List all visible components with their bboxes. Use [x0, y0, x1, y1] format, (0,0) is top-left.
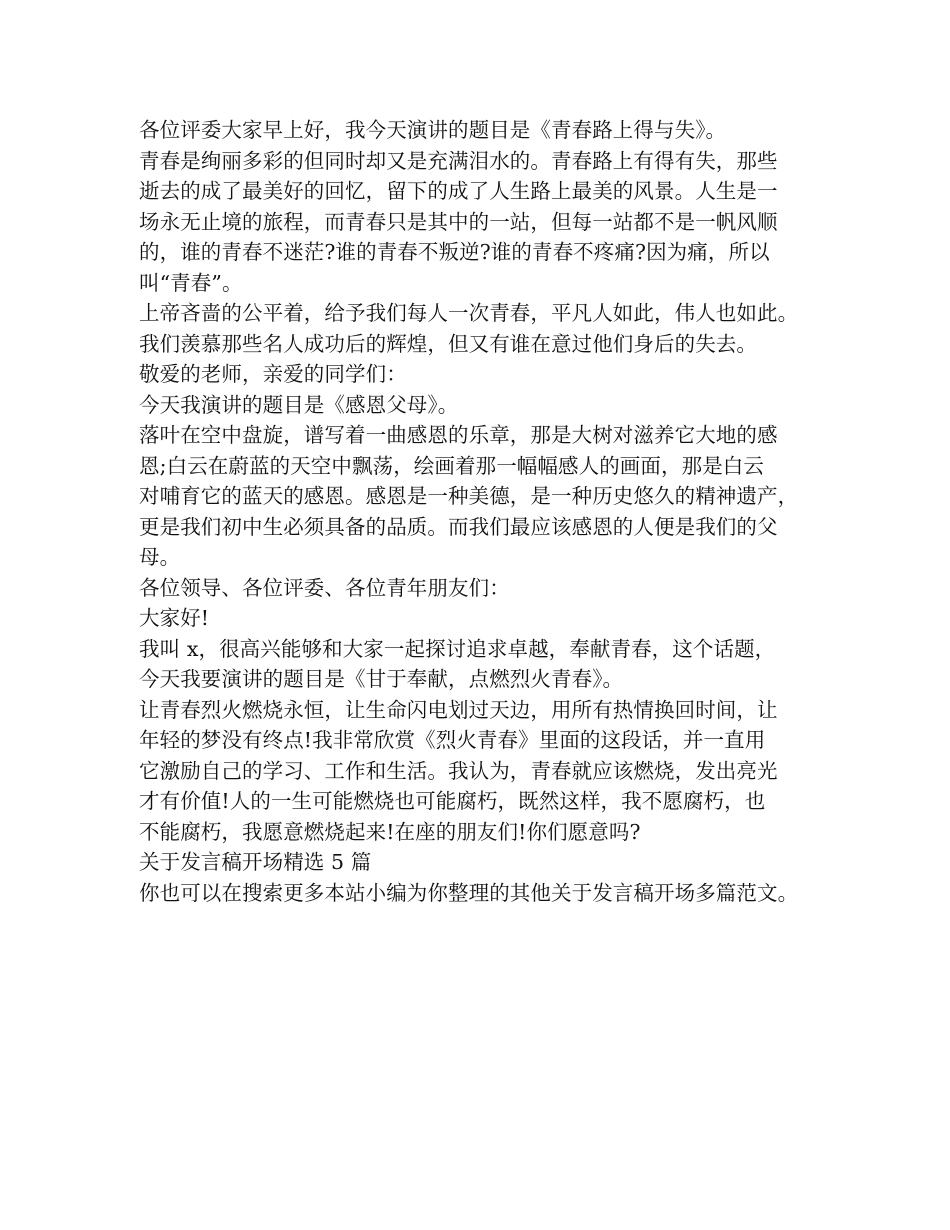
text-line: 逝去的成了最美好的回忆，留下的成了人生路上最美的风景。人生是一	[139, 179, 778, 203]
text-line: 大家好!	[139, 606, 210, 630]
text-line: 才有价值!人的一生可能燃烧也可能腐朽，既然这样，我不愿腐朽，也	[139, 789, 766, 813]
text-line: 关于发言稿开场精选 5 篇	[139, 850, 372, 874]
text-line: 年轻的梦没有终点!我非常欣赏《烈火青春》里面的这段话，并一直用	[139, 728, 766, 752]
text-line: 敬爱的老师，亲爱的同学们：	[139, 362, 407, 386]
document-body	[139, 115, 829, 908]
text-line: 落叶在空中盘旋，谱写着一曲感恩的乐章，那是大树对滋养它大地的感	[139, 423, 778, 447]
text-line: 叫“青春”。	[139, 270, 243, 295]
text-line: 的，谁的青春不迷茫?谁的青春不叛逆?谁的青春不疼痛?因为痛，所以	[139, 240, 770, 264]
text-line: 今天我演讲的题目是《感恩父母》。	[139, 392, 459, 417]
text-line: 不能腐朽，我愿意燃烧起来!在座的朋友们!你们愿意吗?	[139, 819, 641, 844]
text-line: 让青春烈火燃烧永恒，让生命闪电划过天边，用所有热情换回时间，让	[139, 697, 778, 722]
text-line: 恩;白云在蔚蓝的天空中飘荡，绘画着那一幅幅感人的画面，那是白云	[139, 453, 765, 478]
text-line: 我叫 x，很高兴能够和大家一起探讨追求卓越，奉献青春，这个话题，	[139, 636, 776, 661]
text-line: 上帝吝啬的公平着，给予我们每人一次青春，平凡人如此，伟人也如此。	[139, 301, 799, 325]
text-line: 今天我要演讲的题目是《甘于奉献，点燃烈火青春》。	[139, 667, 624, 691]
text-line: 场永无止境的旅程，而青春只是其中的一站，但每一站都不是一帆风顺	[139, 209, 778, 234]
text-line: 我们羡慕那些名人成功后的辉煌，但又有谁在意过他们身后的失去。	[139, 331, 757, 356]
text-line: 青春是绚丽多彩的但同时却又是充满泪水的。青春路上有得有失，那些	[139, 148, 778, 173]
text-line: 母。	[139, 545, 181, 569]
text-line: 各位领导、各位评委、各位青年朋友们：	[139, 575, 510, 600]
text-line: 你也可以在搜索更多本站小编为你整理的其他关于发言稿开场多篇范文。	[139, 880, 799, 905]
text-line: 更是我们初中生必须具备的品质。而我们最应该感恩的人便是我们的父	[139, 514, 778, 539]
text-line: 它激励自己的学习、工作和生活。我认为，青春就应该燃烧，发出亮光	[139, 758, 778, 783]
text-line: 对哺育它的蓝天的感恩。感恩是一种美德，是一种历史悠久的精神遗产，	[139, 484, 799, 508]
text-line: 各位评委大家早上好，我今天演讲的题目是《青春路上得与失》。	[139, 118, 727, 142]
